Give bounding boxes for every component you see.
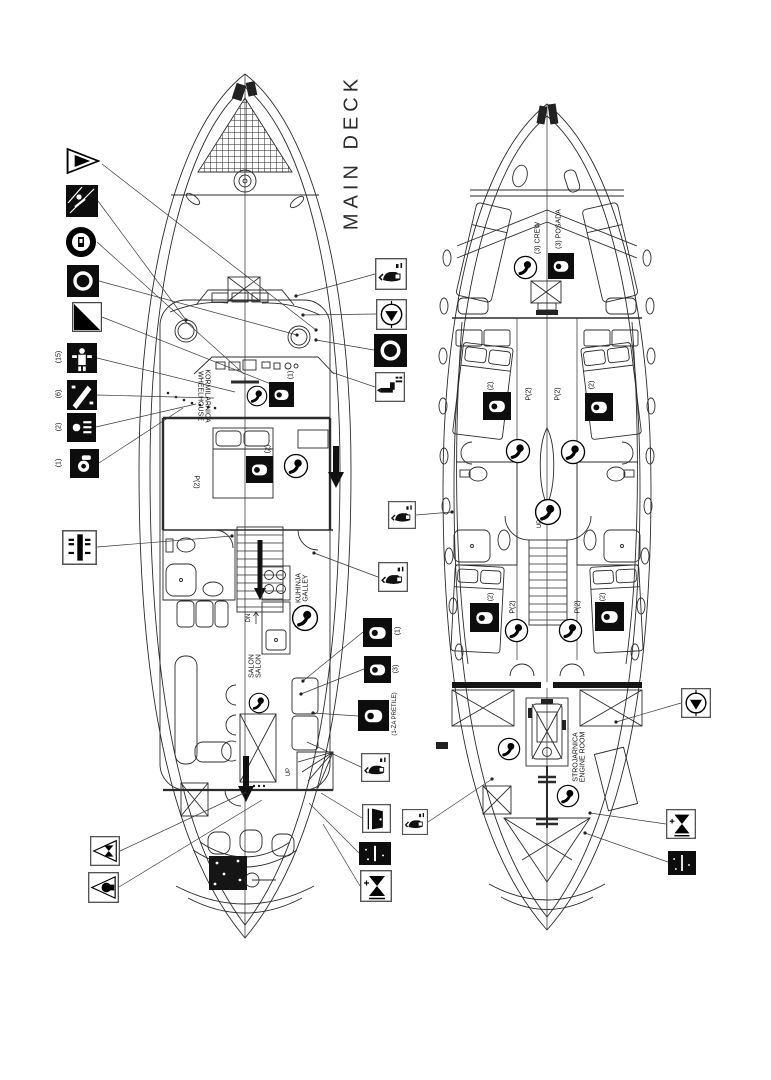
cabin-berths-label: P(2) (574, 600, 582, 614)
crew-label-hr: (3) POSADA (555, 209, 563, 249)
qty-label: (3) (392, 664, 400, 674)
lifebuoy-ring-icon (65, 226, 97, 258)
qty-label: (2) (599, 592, 607, 602)
stairs-up-label: UP (285, 767, 292, 777)
wheelhouse-label-hr: KORMILARNICA (203, 369, 211, 423)
cabin-berths-label: P(2) (192, 475, 200, 489)
salon-label (249, 654, 264, 678)
legend-count: (2) (55, 422, 63, 432)
salon-label-hr: SALON (248, 654, 256, 678)
qty-label: (1) (394, 626, 402, 636)
lifejacket-icon (358, 700, 389, 731)
deck-title: MAIN DECK (340, 73, 363, 231)
engine-room-label-hr: STROJARNICA (572, 732, 580, 782)
qty-label: (2) (487, 381, 495, 391)
fire-extinguisher-icon (246, 385, 268, 407)
legend-count: (1) (55, 458, 63, 468)
fire-blanket-icon (668, 851, 696, 875)
stairs-up-label: UP (536, 519, 543, 529)
fire-bucket-icon (402, 809, 428, 835)
fire-extinguisher-icon (283, 453, 309, 479)
lifejacket-icon (595, 602, 624, 631)
distress-flare-sign-icon (67, 413, 96, 442)
retroreflective-panel-icon (72, 302, 102, 332)
immersion-suit-icon (67, 380, 97, 410)
lifejacket-icon (246, 456, 273, 483)
lifejacket-icon (483, 392, 511, 420)
fire-bucket-icon (375, 258, 407, 290)
engine-room-label (573, 732, 588, 783)
galley-label-en: GALLEY (303, 574, 310, 602)
qty-label: (1) (287, 370, 295, 380)
shutoff-valve-icon (360, 870, 392, 902)
legend-count: (15) (55, 350, 63, 364)
salon-label-en: SALON (256, 654, 263, 678)
fire-bucket-icon (361, 753, 390, 782)
fire-extinguisher-icon (248, 692, 270, 714)
cabin-berths-label: P(2) (509, 600, 517, 614)
shutoff-valve-icon (666, 809, 696, 839)
crew-label-en: (3) CREW (534, 222, 542, 254)
fire-extinguisher-icon (513, 255, 538, 280)
lifejacket-icon (269, 382, 294, 407)
bilge-pump-icon (681, 688, 711, 718)
lifejacket-icon (470, 603, 499, 632)
fire-bucket-icon (388, 501, 416, 529)
legend-count: (6) (55, 389, 63, 399)
cabin-berths-label: P(2) (554, 387, 562, 401)
cabin-berths-label: P(2) (525, 387, 533, 401)
qty-label: (2) (588, 380, 596, 390)
fire-extinguisher-icon (505, 438, 531, 464)
bilge-pump-icon (376, 299, 407, 330)
fire-extinguisher-icon (497, 737, 521, 761)
muster-triangle-icon (64, 145, 102, 177)
fire-extinguisher-icon (560, 439, 586, 465)
qty-label: (2) (487, 592, 495, 602)
fire-bucket-icon (378, 562, 408, 592)
fire-blanket-icon (359, 842, 391, 865)
wheelhouse-label (196, 369, 211, 422)
qty-label: (2) (263, 444, 271, 454)
fire-extinguisher-icon (504, 618, 529, 643)
engine-room-label-en: ENGINE ROOM (580, 731, 587, 783)
main-deck-ship (139, 74, 351, 938)
distress-signal-icon (375, 372, 405, 402)
lifejacket-icon (548, 253, 574, 279)
lifejacket-icon (363, 618, 392, 647)
lifebuoy-light-icon (67, 265, 99, 297)
emergency-exit-icon (362, 804, 391, 833)
alarm-horn-triangle-icon (88, 872, 119, 903)
fire-extinguisher-sign-icon (70, 449, 99, 478)
galley-label-hr: KUHINJA (295, 573, 303, 603)
fire-control-plan-sign-icon (62, 530, 97, 565)
fire-extinguisher-icon (291, 604, 319, 632)
wheelhouse-label-en: WHEELHOUSE (196, 371, 203, 421)
galley-label (296, 573, 311, 603)
lifejacket-sign-icon (67, 343, 97, 373)
lifejacket-icon (585, 393, 613, 421)
fire-extinguisher-icon (558, 618, 583, 643)
stairs-down-label: DN (245, 613, 252, 623)
fire-extinguisher-icon (556, 784, 580, 808)
fuel-shutoff-triangle-icon (90, 836, 120, 866)
escape-hatch-icon (66, 185, 98, 217)
lifejacket-icon (364, 656, 391, 683)
pretile-label: (1-ZA PRETILE) (391, 692, 398, 736)
lifebuoy-sign-icon (374, 334, 407, 367)
